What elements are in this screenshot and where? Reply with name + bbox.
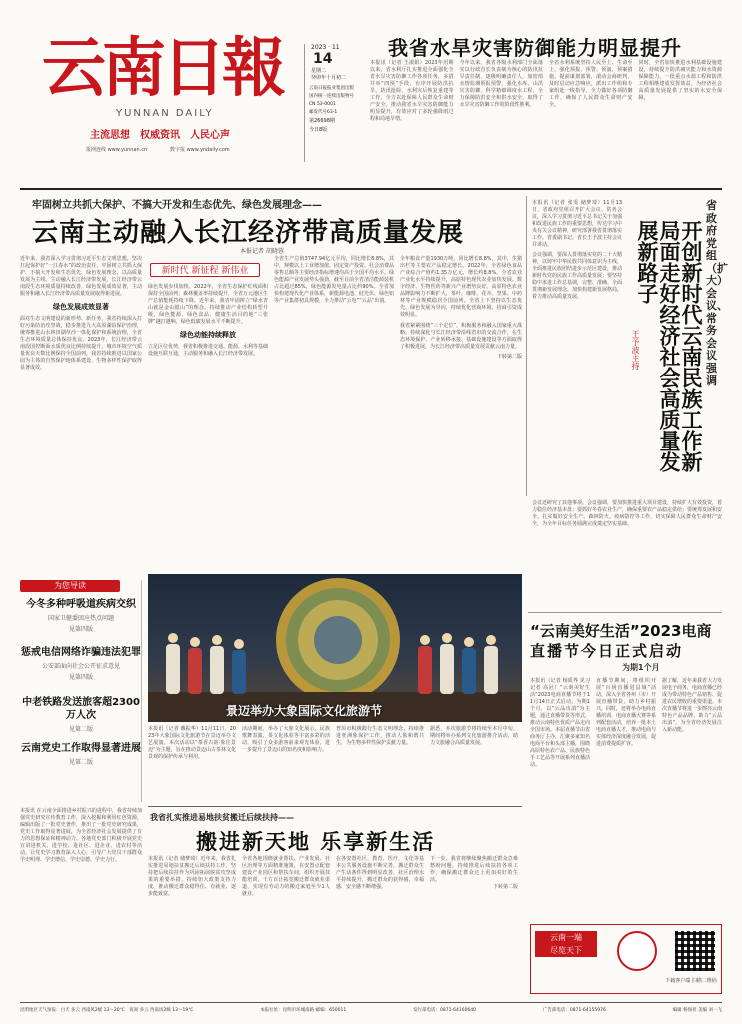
lower-left-body: 本报讯 在云南全面推进乡村振兴的进程中，我省持续加强党史研究宣传教育工作，深入挖掘和利用红色资源，编辑出版了一批党史著作，推出了一批党史研究成果，党史工作取得显著进展，为全省经济社会发展提供了有力的思想保证和精神动力。各地党史部门积极开展党史宣讲进机关、进学校、进社区、进企业、进农村等活动，让党史学习教育深入人心，引导广大党员干部群众学史明理、学史增信、学史崇德、学史力行。: [20, 808, 142, 863]
festival-photo: [148, 574, 522, 722]
lead-body-col-3: 全省生产总值3747.94亿元平均，同比增长8.8%，其中，规模以上工业增加值、固定资产投资、社会消费品零售总额等主要经济指标增速均高于全国平均水平。绿色能源产业发展势头强劲，截至目前全省清洁能源装机占比超过85%，绿色能源发电量占比约90%。全省加快构建现代化产业体系，新能源电池、硅光伏、绿色铝等产业集群初具规模，全力推动“云电”“云品”出滇。: [274, 256, 395, 304]
top-story-body: 本报讯（记者 王淑娟）2023年汛期以来，省水利厅扎实推进全面强化全省水旱灾害防御工作各项任务，多措并举“四预”手段，有序开展防洪抗旱、防汛抢险、水利灾后恢复重建等工作，全力以赴保障人民群众生命财产安全，推动我省水旱灾害防御能力明显提升，有效应对了多轮强降雨过程和局地旱情。 今年以来，我省各级水利部门全面落实以行政首长负责制为核心的防汛抗旱责任制，逐级明确责任人，加密雨水情监测预报预警，强化水库、山洪灾害防御，科学精细调度水工程，全力保障防洪安全和供水安全，取得了水旱灾害防御工作的阶段性胜利。 全省水利系统坚持人民至上、生命至上，强化预报、预警、预演、预案措施，提前谋划部署，滚动会商研判，及时启动应急响应，派出工作组和专家组赴一线指导，全力做好各项防御工作，确保了人民群众生命财产安全。 同时，全省加快推进水利基础设施建设，持续提升防洪减灾能力和水资源保障能力，一批重点水源工程和防洪工程相继建成发挥效益，为经济社会高质量发展提供了坚实的水安全保障。: [370, 60, 722, 122]
slogans: [90, 126, 290, 141]
weekday: 星期二: [311, 68, 327, 74]
issue-info-2: 国内统一连续出版物号: [309, 94, 354, 99]
right-kicker: 省政府党组（扩大）会议、常务会议强调: [706, 199, 728, 387]
app-link[interactable]: 数字报 www.yndaily.com: [170, 147, 230, 153]
sidebar-item-1[interactable]: [20, 598, 142, 633]
lead-headline: 云南主动融入长江经济带高质量发展: [32, 218, 465, 248]
poverty-body: 本报讯（记者 储梦琦）近年来，我省扎实推进易地扶贫搬迁后续扶持工作，坚持把后续扶持作为巩固拓展脱贫攻坚成果的重要举措，持续加大政策支持力度，推动搬迁群众稳得住、有就业、逐步能致富。 全省各地围绕就业帮扶、产业发展、社区治理等方面精准施策，在安置点配套建设产业园区和帮扶车间，组织开展技能培训，千方百计拓宽搬迁群众就业渠道，实现有劳动力的搬迁家庭至少1人就业。 在各安置社区，教育、医疗、文化等基本公共服务设施不断完善，搬迁群众生产生活条件得到明显改善，社区治理水平持续提升，搬迁群众的获得感、幸福感、安全感不断增强。 下一步，我省将继续聚焦搬迁群众急难愁盼问题，持续推进后续扶持各项工作，确保搬迁群众过上更加美好的生活。 下转第二版: [148, 856, 518, 897]
date-day: 14: [313, 51, 333, 67]
logo-latin: YUNNAN DAILY: [116, 108, 214, 119]
date-year-month: 2023 · 11: [311, 44, 340, 51]
promo-box[interactable]: [530, 924, 722, 994]
issue-info-4: 邮发代号63-1: [309, 110, 338, 115]
ecommerce-body: 本报讯（记者 杨质界 见习记者 高冠）“云南美好生活”2023电商直播节将于11月14日正式启动，为期1个月，以“云品出滇”为主题，通过直播带货等形式，推动云南特色优质产品走向全国市场。本届直播节由省商务厅主办，汇聚多家知名电商平台和头部主播，围绕高原特色农产品、民族特色手工艺品等开展系列直播活动。 直播节期间，将组织开展“百场直播进县域”活动，深入全省各州（市）开展直播带货，助力乡村振兴。同时，还将举办电商直播培训、电商直播大赛等系列配套活动，培养一批本土电商直播人才，推动电商与实体经济深度融合发展，促进消费提质扩容。 据了解，近年来我省大力发展电子商务，电商直播已经成为带动特色产品销售、促进农民增收的重要渠道。本次直播节将进一步擦亮云南特色产品品牌，助力“云品出滇”，为全省经济发展注入新动能。: [530, 678, 723, 768]
lead-continued: 下转第二版: [496, 354, 522, 360]
promo-text-2: 尽览天下: [550, 946, 582, 955]
footer: [20, 1005, 722, 1017]
sidebar-item-title: 惩戒电信网络诈骗违法犯罪: [21, 647, 141, 658]
promo-text-1: 云南一端: [550, 933, 582, 942]
footer-address: 本报社址：昆明市环城南路 邮编：650011: [260, 1008, 347, 1013]
sidebar-item-3[interactable]: [20, 696, 142, 733]
slogan-2: 权威资讯: [140, 130, 180, 141]
footer-ad-phone: 广告部电话：0871-64155976: [542, 1008, 606, 1013]
footer-editors: 编辑 杨保祥 美编 刘一飞: [672, 1008, 722, 1013]
sidebar-item-ref: 见第二版: [68, 759, 93, 766]
right-divider: [526, 196, 527, 496]
sidebar-item-subtitle: 公安部面向社会公开征求意见: [41, 663, 120, 670]
ecommerce-deck: 为期1个月: [622, 663, 660, 672]
sidebar-item-title: 今冬多种呼吸道疾病交织: [26, 599, 136, 610]
sidebar-item-2[interactable]: [20, 646, 142, 681]
ecommerce-headline-1: “云南美好生活”2023电商: [530, 622, 712, 640]
lead-body-col-2: 绿色发展步伐加快。2022年，全省生态保护红线面积保持全国前列；森林覆盖率持续提升，全省万元地区生产总值能耗持续下降。近年来，我省牢固树立“绿水青山就是金山银山”的理念，持续推动产业结构转型升级，绿色能源、绿色食品、健康生活目的地“三张牌”越打越响，绿色低碳发展水平不断提升。 绿色动能持续释放 立足区位优势，我省积极推进交通、能源、水利等基础设施互联互通，主动服务和融入长江经济带发展。: [148, 284, 269, 357]
issue-number: 第26698期: [309, 118, 335, 124]
sidebar-header: 为您导读: [20, 580, 120, 592]
lower-rule: [148, 806, 522, 807]
app-logo-icon: [617, 931, 657, 971]
footer-rule: [20, 1002, 722, 1003]
lead-byline: 本报记者 胡晓蓉: [240, 248, 284, 255]
issue-info-3: CN 53-0001: [309, 102, 336, 107]
lead-body-col-1: 近年来，我省深入学习贯彻习近平生态文明思想，坚决扛起保护好“一江春水”的政治责任，牢固树立共抓大保护、不搞大开发和生态优先、绿色发展理念，以高质量发展为主线，主动融入长江经济带发展，长江经济带云南段生态环境质量持续改善，绿色发展成效显著，主动服务和融入长江经济带高质量发展取得新进展。 绿色发展成效显著 面对生态文明建设的新形势、新任务，我省持续深入打好污染防治攻坚战，稳步推进九大高原湖泊保护治理，统筹推进山水林田湖草沙一体化保护和系统治理，全省生态环境质量总体保持优良。2023年，长江经济带云南段国控断面水质优良比例持续提升，城市环境空气质量优良天数比例保持全国前列。我省持续推进以国家公园为主体的自然保护地体系建设，生物多样性保护取得显著成效。: [20, 256, 142, 371]
sidebar-item-ref: 见第四版: [68, 626, 93, 633]
poverty-headline: 搬进新天地 乐享新生活: [196, 830, 436, 854]
festival-photo-graphic: [148, 574, 522, 722]
photo-caption: 本报讯（记者 戴振华）11月11日，2023年大象国际文化旅游节在景迈举办文艺展演。本次活动以“茶香古韵·象往景迈”为主题，旨在推动景迈山古茶林文化景观的保护传承与利用。 活动期间，举办了大象文化展示、民族歌舞表演、茶文化体验等丰富多彩的活动，吸引了众多游客前来观光体验，进一步提升了景迈山的知名度和影响力。 普洱市积极践行生态文明理念，持续推进亚洲象保护工作，推动人象和谐共生，为生物多样性保护贡献力量。 据悉，本次旅游节将持续至本月中旬，期间将举办系列文化旅游推介活动，助力文旅融合高质量发展。: [148, 726, 518, 760]
lead-body-col-4: 全年粮食产量1930万吨，同比增长8.8%，其中，生猪出栏等主要农产品稳定增长。2022年，全省绿色食品产业综合产值约1.35万亿元，增长约8.8%。全省农业产业化水平持续提升，高原特色现代农业加快发展。数字经济、生物医药等新兴产业增势良好。高原特色农业品牌影响力不断扩大，茶叶、咖啡、花卉、坚果、中药材等产业规模稳居全国前列。全省上下坚持以生态优先、绿色发展为导向，持续优化营商环境，招商引资成效明显。 我省紧紧围绕“三个定位”，积极服务和融入国家重大战略，持续深化与长江经济带沿线省市的交流合作，在生态环境保护、产业转移承接、基础设施建设等方面取得了积极进展，为长江经济带高质量发展贡献云南力量。 下转第二版: [400, 256, 522, 360]
lead-kicker: 牢固树立共抓大保护、不搞大开发和生态优先、绿色发展理念——: [32, 200, 322, 211]
footer-phone: 发行部电话：0871-64160640: [413, 1008, 477, 1013]
sidebar-item-4[interactable]: [20, 742, 142, 766]
ecommerce-headline-2: 直播节今日正式启动: [530, 642, 684, 660]
ecommerce-divider: [528, 612, 722, 613]
right-body-2: 会议还研究了其他事项。会议强调，要加快推进重大项目建设，持续扩大有效投资，着力稳住经济基本盘；要抓好冬春农业生产，确保重要农产品稳定供给；要统筹发展和安全，扎实做好安全生产、森林防火、疫病防控等工作，切实保障人民群众生命财产安全，为全年目标任务圆满完成奠定坚实基础。: [532, 500, 723, 527]
sidebar-item-ref: 见第二版: [68, 726, 93, 733]
lead-banner: 新时代 新征程 新伟业: [150, 263, 260, 277]
poverty-kicker: 我省扎实推进易地扶贫搬迁后续扶持——: [150, 813, 294, 822]
lead-subhead-2: 绿色动能持续释放: [180, 331, 236, 339]
right-headline: 开创新时代云南民族工作新局面走好经济社会高质量发展新路子: [635, 220, 703, 472]
footer-weather: 昆明地区天气预报：白天 多云 西南风2级 13～20℃ 夜间 多云 西南风2级 13～19℃: [20, 1008, 194, 1013]
date-box: [304, 44, 362, 162]
slogan-3: 人民心声: [190, 130, 230, 141]
slogan-1: 主流思想: [90, 130, 130, 141]
sidebar-item-subtitle: 国家卫健委回应热点问题: [47, 615, 114, 622]
promo-banner: [535, 931, 597, 957]
photo-caption-lead: 本报讯（记者 戴振华）11月11日，2023年大象国际文化旅游节在景迈举办文艺展演。: [148, 726, 236, 746]
lead-subhead-1: 绿色发展成效显著: [53, 303, 109, 311]
photo-overlay-caption: 景迈举办大象国际文化旅游节: [226, 704, 383, 718]
qr-code-icon[interactable]: [675, 931, 715, 971]
sidebar-item-title: 云南党史工作取得显著进展: [21, 743, 141, 754]
newspaper-logo: 云南日報: [42, 31, 282, 106]
lunar-date: 癸卯年十月初二: [311, 75, 347, 81]
top-story-headline: 我省水旱灾害防御能力明显提升: [388, 36, 682, 60]
poverty-continued: 下转第二版: [492, 884, 518, 890]
qr-label: 下载客户端 扫描二维码: [665, 978, 717, 984]
web-link[interactable]: 报网连线 www.yunnan.cn: [86, 147, 148, 153]
sidebar-item-title: 中老铁路发送旅客超2300万人次: [22, 697, 140, 721]
issue-info-1: 云南日报报业集团出版: [309, 86, 354, 91]
page-count: 今日8版: [309, 127, 328, 133]
right-body: 本报讯（记者 张雯 储梦琦）11月13日，省政府党组召开扩大会议、常务会议，深入学习贯彻习近平总书记关于加强和改进民族工作的重要思想，传达学习中央有关会议精神，研究部署我省贯彻落实工作。省委副书记、省长王予波主持会议并讲话。 会议强调，要深入贯彻落实党的二十大精神，以铸牢中华民族共同体意识为主线，全面推进民族团结进步示范区建设，推动新时代党的民族工作高质量发展；要坚持稳中求进工作总基调，完整、准确、全面贯彻新发展理念，加快构建新发展格局，着力推动高质量发展。: [532, 200, 623, 300]
sidebar-item-ref: 见第四版: [68, 674, 93, 681]
right-host: 王予波主持: [631, 330, 640, 370]
masthead-rule: [20, 188, 722, 190]
ecommerce-byline: 本报讯（记者 杨质界 见习记者 高冠）: [530, 678, 590, 691]
